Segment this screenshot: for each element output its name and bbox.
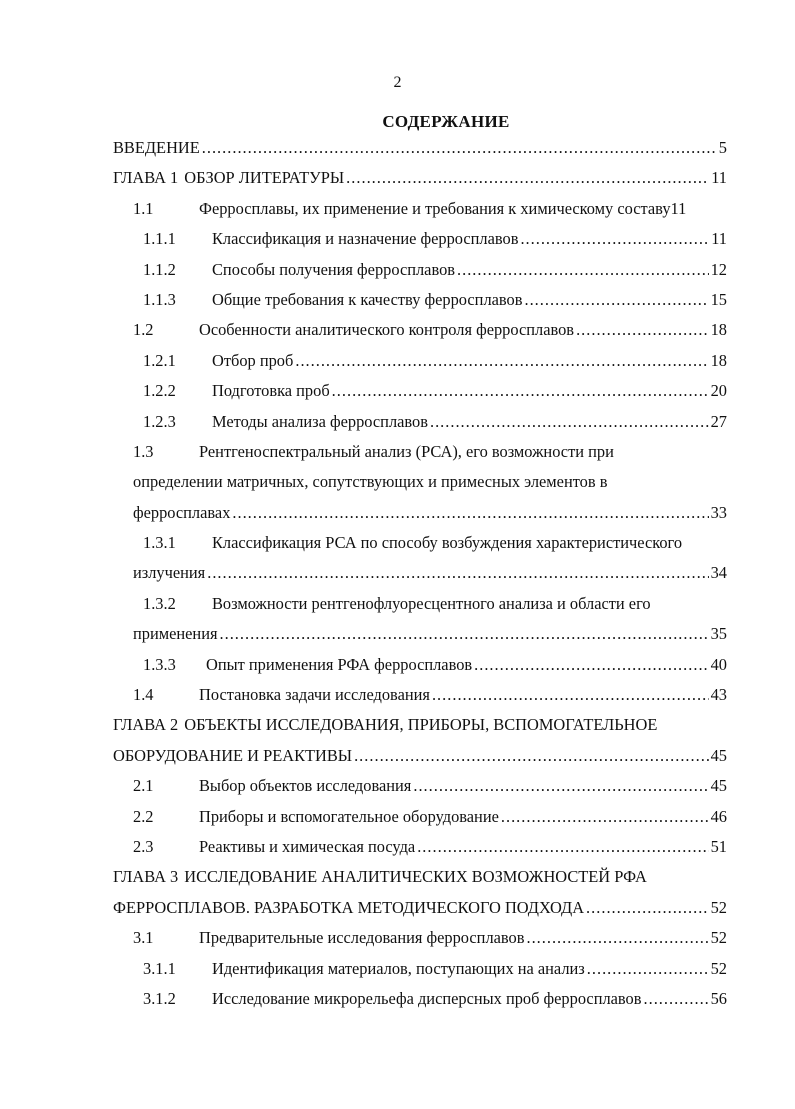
toc-leader-dots: [586, 893, 709, 923]
toc-entry-number: 1.3.1: [143, 533, 176, 553]
toc-entry-text: Выбор объектов исследования: [199, 776, 412, 796]
toc-entry-text-line-2: применения: [133, 624, 218, 644]
toc-entry-page: 34: [710, 563, 727, 583]
toc-leader-dots: [413, 771, 708, 801]
toc-entry-2-2[interactable]: [113, 802, 727, 832]
toc-leader-dots: [207, 558, 708, 588]
toc-entry-1-1-3[interactable]: [113, 285, 727, 315]
toc-entry-page: 18: [710, 320, 727, 340]
table-of-contents: [113, 133, 727, 1014]
toc-entry-number: 1.3.3: [143, 654, 176, 674]
toc-entry-number: 1.2.1: [143, 350, 176, 370]
toc-entry-2-3[interactable]: [113, 832, 727, 862]
toc-entry-number: 2.3: [133, 836, 154, 856]
toc-leader-dots: [295, 346, 708, 376]
toc-entry-1-3-2[interactable]: [113, 589, 727, 650]
toc-entry-page: 52: [710, 928, 727, 948]
toc-entry-number: ГЛАВА 2: [113, 715, 179, 735]
toc-leader-dots: [354, 741, 709, 771]
toc-entry-text-line-1: Классификация РСА по способу возбуждения характеристического: [212, 533, 683, 553]
toc-entry-text: Реактивы и химическая посуда: [199, 836, 416, 856]
toc-entry-text: Подготовка проб: [212, 381, 330, 401]
toc-entry-text: Постановка задачи исследования: [199, 685, 430, 705]
toc-entry-text: Общие требования к качеству ферросплавов: [212, 289, 523, 309]
toc-entry-number: 1.4: [133, 685, 154, 705]
toc-entry-number: 1.1.2: [143, 259, 176, 279]
toc-entry-chapter-1[interactable]: [113, 163, 727, 193]
toc-entry-text-line-3: ферросплавах: [133, 502, 231, 522]
toc-entry-text-line-2: ФЕРРОСПЛАВОВ. РАЗРАБОТКА МЕТОДИЧЕСКОГО ПОДХОДА: [113, 897, 585, 917]
toc-entry-text-line-2: ОБОРУДОВАНИЕ И РЕАКТИВЫ: [113, 745, 353, 765]
toc-entry-number: 1.1.3: [143, 289, 176, 309]
toc-entry-page: 45: [710, 745, 727, 765]
toc-entry-text: Особенности аналитического контроля ферросплавов: [199, 320, 575, 340]
toc-entry-page: 12: [710, 259, 727, 279]
toc-title: СОДЕРЖАНИЕ: [382, 112, 510, 131]
toc-entry-page: 35: [710, 624, 727, 644]
toc-leader-dots: [332, 376, 709, 406]
toc-leader-dots: [202, 133, 717, 163]
toc-entry-text: Исследование микрорельефа дисперсных проб ферросплавов: [212, 988, 642, 1008]
toc-entry-1-2-3[interactable]: [113, 407, 727, 437]
toc-entry-text: ОБЗОР ЛИТЕРАТУРЫ: [184, 168, 345, 188]
toc-entry-1-3[interactable]: [113, 437, 727, 528]
toc-entry-1-3-1[interactable]: [113, 528, 727, 589]
toc-entry-3-1-1[interactable]: [113, 954, 727, 984]
toc-leader-dots: [232, 498, 708, 528]
toc-entry-text-line-1: Возможности рентгенофлуоресцентного анализа и области его: [212, 593, 651, 613]
toc-leader-dots: [576, 315, 709, 345]
toc-entry-2-1[interactable]: [113, 771, 727, 801]
toc-entry-1-1[interactable]: [113, 194, 727, 224]
toc-entry-page: 33: [710, 502, 727, 522]
toc-entry-1-1-2[interactable]: [113, 255, 727, 285]
toc-entry-page: 11: [711, 168, 727, 188]
toc-leader-dots: [346, 163, 709, 193]
toc-entry-number: 3.1.1: [143, 958, 176, 978]
toc-entry-page: 51: [710, 836, 727, 856]
toc-leader-dots: [526, 923, 708, 953]
toc-entry-number: 1.2: [133, 320, 154, 340]
toc-entry-text-line-1: ОБЪЕКТЫ ИССЛЕДОВАНИЯ, ПРИБОРЫ, ВСПОМОГАТЕЛЬНОЕ: [184, 715, 658, 735]
toc-entry-page: 15: [710, 289, 727, 309]
toc-entry-text: Способы получения ферросплавов: [212, 259, 456, 279]
toc-entry-text-line-1: Рентгеноспектральный анализ (РСА), его возможности при: [199, 441, 614, 461]
toc-entry-page: 52: [710, 958, 727, 978]
toc-entry-number: 2.1: [133, 776, 154, 796]
page-number: 2: [393, 74, 402, 91]
toc-entry-text-line-2: излучения: [133, 563, 206, 583]
toc-entry-page: 52: [710, 897, 727, 917]
toc-entry-text: Ферросплавы, их применение и требования к химическому составу: [199, 198, 671, 218]
toc-entry-page: 40: [710, 654, 727, 674]
toc-entry-page: 11: [711, 229, 727, 249]
toc-entry-page: 18: [710, 350, 727, 370]
toc-entry-number: 1.3: [133, 441, 154, 461]
toc-entry-1-3-3[interactable]: [113, 650, 727, 680]
toc-entry-text: Предварительные исследования ферросплавов: [199, 928, 525, 948]
toc-entry-text: ВВЕДЕНИЕ: [113, 138, 200, 157]
toc-entry-introduction[interactable]: [113, 133, 727, 163]
toc-entry-text: Методы анализа ферросплавов: [212, 411, 428, 431]
toc-leader-dots: [457, 255, 709, 285]
toc-entry-number: ГЛАВА 3: [113, 867, 179, 887]
toc-entry-page: 56: [710, 988, 727, 1008]
toc-leader-dots: [474, 650, 708, 680]
toc-entry-text: Опыт применения РФА ферросплавов: [206, 654, 473, 674]
toc-entry-text-line-2: определении матричных, сопутствующих и примесных элементов в: [133, 472, 608, 492]
toc-leader-dots: [417, 832, 708, 862]
toc-entry-number: ГЛАВА 1: [113, 168, 179, 188]
toc-entry-page: 20: [710, 381, 727, 401]
toc-entry-text: Приборы и вспомогательное оборудование: [199, 806, 499, 826]
toc-entry-page: 43: [710, 685, 727, 705]
toc-entry-page: 45: [710, 776, 727, 796]
toc-entry-1-2[interactable]: [113, 315, 727, 345]
toc-entry-number: 3.1.2: [143, 988, 176, 1008]
toc-entry-number: 1.1.1: [143, 229, 176, 249]
toc-entry-text: Классификация и назначение ферросплавов: [212, 229, 519, 249]
toc-leader-dots: [520, 224, 709, 254]
toc-entry-1-2-1[interactable]: [113, 346, 727, 376]
toc-leader-dots: [501, 802, 709, 832]
toc-entry-page: 27: [710, 411, 727, 431]
toc-entry-3-1[interactable]: [113, 923, 727, 953]
toc-leader-dots: [524, 285, 708, 315]
toc-entry-text: Отбор проб: [212, 350, 294, 370]
toc-leader-dots: [432, 680, 709, 710]
toc-leader-dots: [587, 954, 709, 984]
toc-entry-number: 2.2: [133, 806, 154, 826]
toc-entry-page: 11: [670, 198, 687, 218]
toc-leader-dots: [644, 984, 709, 1014]
toc-entry-number: 1.3.2: [143, 593, 176, 613]
toc-entry-1-1-1[interactable]: [113, 224, 727, 254]
toc-leader-dots: [220, 619, 709, 649]
toc-entry-page: 46: [710, 806, 727, 826]
toc-entry-text-line-1: ИССЛЕДОВАНИЕ АНАЛИТИЧЕСКИХ ВОЗМОЖНОСТЕЙ РФА: [184, 867, 647, 887]
toc-entry-page: 5: [718, 138, 727, 157]
toc-entry-chapter-2[interactable]: [113, 710, 727, 771]
toc-entry-number: 1.2.2: [143, 381, 176, 401]
toc-entry-number: 1.2.3: [143, 411, 176, 431]
toc-leader-dots: [430, 407, 709, 437]
toc-entry-text: Идентификация материалов, поступающих на анализ: [212, 958, 585, 978]
toc-entry-chapter-3[interactable]: [113, 862, 727, 923]
toc-entry-1-4[interactable]: [113, 680, 727, 710]
toc-entry-3-1-2[interactable]: [113, 984, 727, 1014]
toc-entry-number: 3.1: [133, 928, 154, 948]
toc-entry-1-2-2[interactable]: [113, 376, 727, 406]
toc-entry-number: 1.1: [133, 198, 154, 218]
